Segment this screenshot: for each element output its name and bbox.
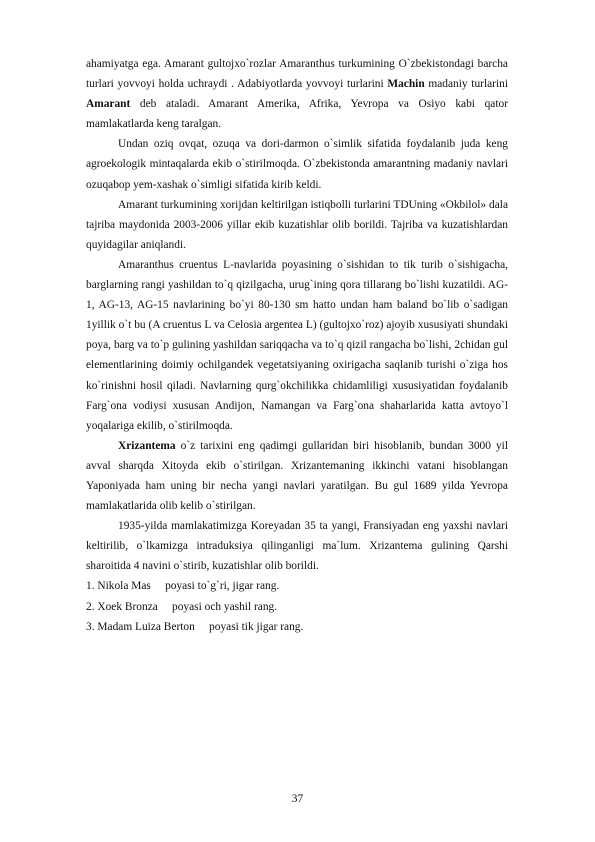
text-run: madaniy turlarini: [424, 78, 509, 91]
paragraph-amarant-intro: [86, 54, 508, 134]
bold-term-amarant: Amarant: [86, 98, 131, 111]
paragraph-xrizantema: [86, 436, 508, 516]
list-item: 3. Madam Luiza Berton poyasi tik jigar rang.: [86, 620, 304, 633]
bold-term-xrizantema: Xrizantema: [118, 439, 176, 452]
page-number: 37: [291, 793, 304, 805]
bold-term-machin: Machin: [387, 78, 425, 91]
paragraph-introduction-1935: 1935-yilda mamlakatimizga Koreyadan 35 ta yangi, Fransiyadan eng yaxshi navlari keltirilib, o`lkamizga intraduksiya qilinganligi ma`lum. Xrizantema gulining Qarshi sharoitida 4 navini o`stirib, kuzatishlar olib borildi.: [86, 520, 508, 573]
paragraph-cruentus: Amaranthus cruentus L-navlarida poyasining o`sishidan to tik turib o`sishigacha, barglarning rangi yashildan to`q qizilgacha, urug`ining qora tillarang bo`lishi kuzatildi. AG-1, AG-13, AG-15 navlarining bo`yi 80-130 sm hatto undan ham baland bo`lib o`sadigan 1yillik o`t bu (A cruentus L va Celosia argentea L) (gultojxo`roz) ajoyib xususiyati shundaki poya, barg va to`p gulining yashildan sariqqacha va to`q qizil rangacha bo`lishi, 2chidan gul elementlarining doimiy ochilgandek vegetatsiyaning oxirigacha saqlanib turishi o`ziga hos ko`rinishni hosil qiladi. Navlarning qurg`okchilikka chidamliligi xususiyatidan foydalanib Farg`ona vodiysi xususan Andijon, Namangan va Farg`ona shaharlarida katta avtoyo`l yoqalariga ekilib, o`stirilmoqda.: [86, 258, 508, 432]
document-body: [86, 54, 508, 637]
paragraph-experiment: Amarant turkumining xorijdan keltirilgan istiqbolli turlarini TDUning «Okbilol» dala tajriba maydonida 2003-2006 yillar ekib kuzatishlar olib borildi. Tajriba va kuzatishlardan quyidagilar aniqlandi.: [86, 198, 508, 251]
text-run: ahamiyatga ega. Amarant gultojxo`rozlar Amaranthus turkumining O`zbekistondagi barcha turlari yovvoyi holda uchraydi . Adabiyotlarda yovvoyi turlarini: [86, 58, 508, 91]
text-run: o`z tarixini eng qadimgi gullaridan biri hisoblanib, bundan 3000 yil avval sharqda Xitoyda ekib o`stirilgan. Xrizantemaning ikkinchi vatani hisoblangan Yaponiyada ham uning bir necha yangi navlari yaratilgan. Bu gul 1689 yilda Yevropa mamlakatlarida olib kelib o`stirilgan.: [86, 439, 508, 513]
list-item: 2. Xoek Bronza poyasi och yashil rang.: [86, 600, 278, 613]
text-run: deb ataladi. Amarant Amerika, Afrika, Yevropa va Osiyo kabi qator mamlakatlarda keng taralgan.: [86, 98, 508, 131]
paragraph-uses: Undan oziq ovqat, ozuqa va dori-darmon o`simlik sifatida foydalanib juda keng agroekologik mintaqalarda ekib o`stirilmoqda. O`zbekistonda amarantning madaniy navlari ozuqabop yem-xashak o`simligi sifatida kirib keldi.: [86, 138, 508, 191]
list-item: 1. Nikola Mas poyasi to`g`ri, jigar rang.: [86, 580, 280, 593]
